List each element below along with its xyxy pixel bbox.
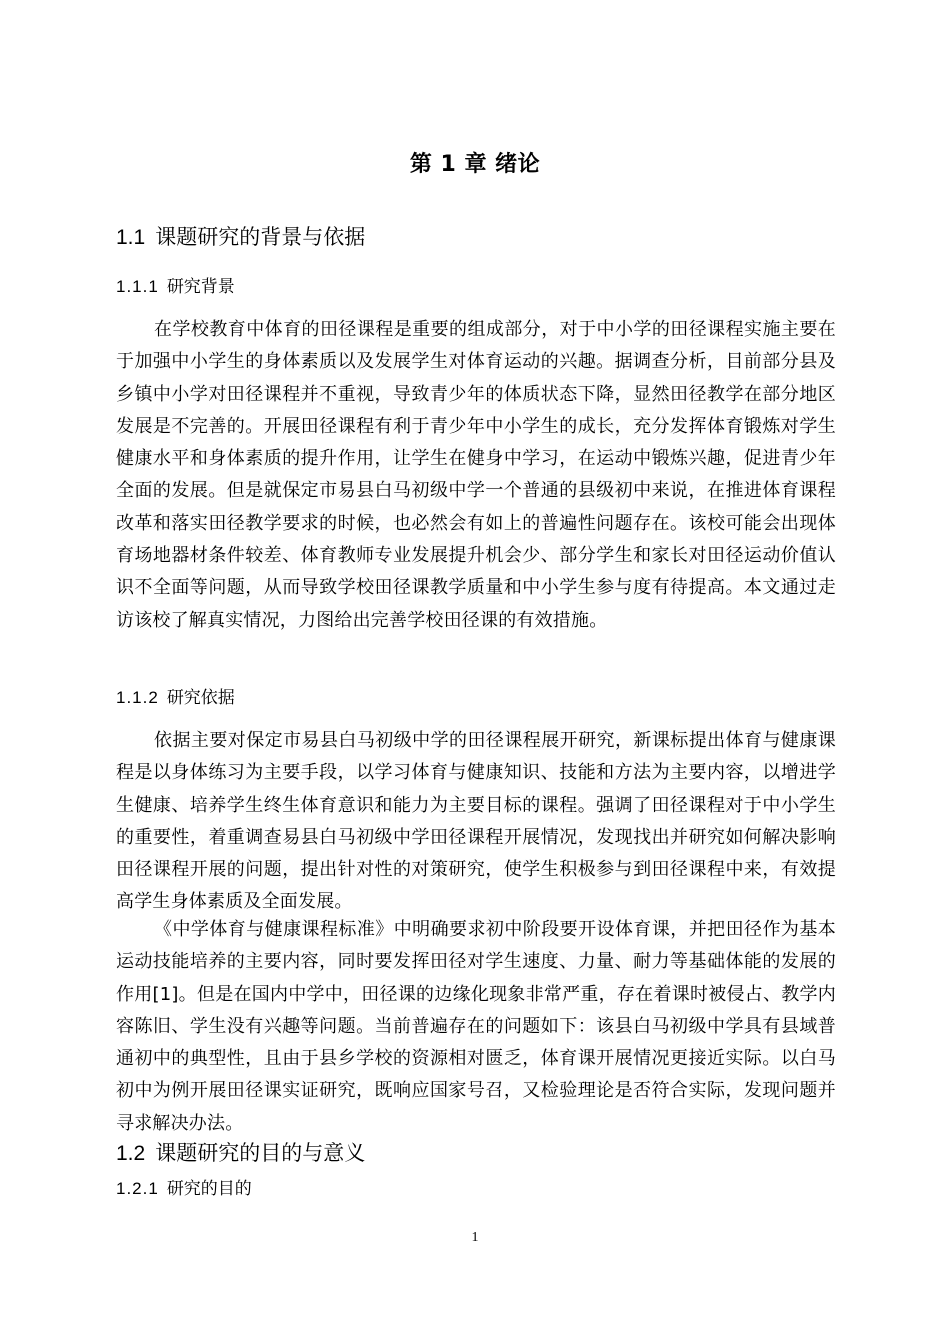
page-number: 1 [471, 1230, 479, 1245]
subsection-title: 研究的目的 [166, 1179, 252, 1199]
subsection-heading-1-2-1 [116, 1176, 252, 1202]
section-title: 课题研究的目的与意义 [155, 1141, 366, 1165]
subsection-number: 1.2.1 [116, 1179, 159, 1198]
subsection-title: 研究依据 [166, 688, 235, 708]
paragraph-basis-1: 依据主要对保定市易县白马初级中学的田径课程展开研究，新课标提出体育与健康课程是以身体练习为主要手段，以学习体育与健康知识、技能和方法为主要内容，以增进学生健康、培养学生终生体育意识和能力为主要目标的课程。强调了田径课程对于中小学生的重要性，着重调查易县白马初级中学田径课程开展情况，发现找出并研究如何解决影响田径课程开展的问题，提出针对性的对策研究，使学生积极参与到田径课程中来，有效提高学生身体素质及全面发展。 [116, 730, 836, 913]
subsection-heading-1-1-2 [116, 685, 235, 711]
subsection-number: 1.1.1 [116, 277, 159, 296]
subsection-heading-1-1-1 [116, 274, 235, 300]
subsection-number: 1.1.2 [116, 688, 159, 707]
paragraph-basis-2: 《中学体育与健康课程标准》中明确要求初中阶段要开设体育课，并把田径作为基本运动技能培养的主要内容，同时要发挥田径对学生速度、力量、耐力等基础体能的发展的作用[1]。但是在国内中学中，田径课的边缘化现象非常严重，存在着课时被侵占、教学内容陈旧、学生没有兴趣等问题。当前普遍存在的问题如下：该县白马初级中学具有县域普通初中的典型性，且由于县乡学校的资源相对匮乏，体育课开展情况更接近实际。以白马初中为例开展田径课实证研究，既响应国家号召，又检验理论是否符合实际，发现问题并寻求解决办法。 [116, 919, 836, 1134]
section-heading-1-1 [116, 222, 365, 253]
section-title: 课题研究的背景与依据 [155, 225, 366, 249]
section-number: 1.2 [116, 1142, 146, 1165]
section-number: 1.1 [116, 226, 146, 249]
section-heading-1-2 [116, 1138, 365, 1169]
paragraph-background: 在学校教育中体育的田径课程是重要的组成部分，对于中小学的田径课程实施主要在于加强中小学生的身体素质以及发展学生对体育运动的兴趣。据调查分析，目前部分县及乡镇中小学对田径课程并不重视，导致青少年的体质状态下降，显然田径教学在部分地区发展是不完善的。开展田径课程有利于青少年中小学生的成长，充分发挥体育锻炼对学生健康水平和身体素质的提升作用，让学生在健身中学习，在运动中锻炼兴趣，促进青少年全面的发展。但是就保定市易县白马初级中学一个普通的县级初中来说，在推进体育课程改革和落实田径教学要求的时候，也必然会有如上的普遍性问题存在。该校可能会出现体育场地器材条件较差、体育教师专业发展提升机会少、部分学生和家长对田径运动价值认识不全面等问题，从而导致学校田径课教学质量和中小学生参与度有待提高。本文通过走访该校了解真实情况，力图给出完善学校田径课的有效措施。 [116, 319, 836, 631]
chapter-title: 第 1 章 绪论 [409, 152, 541, 177]
subsection-title: 研究背景 [166, 277, 235, 297]
